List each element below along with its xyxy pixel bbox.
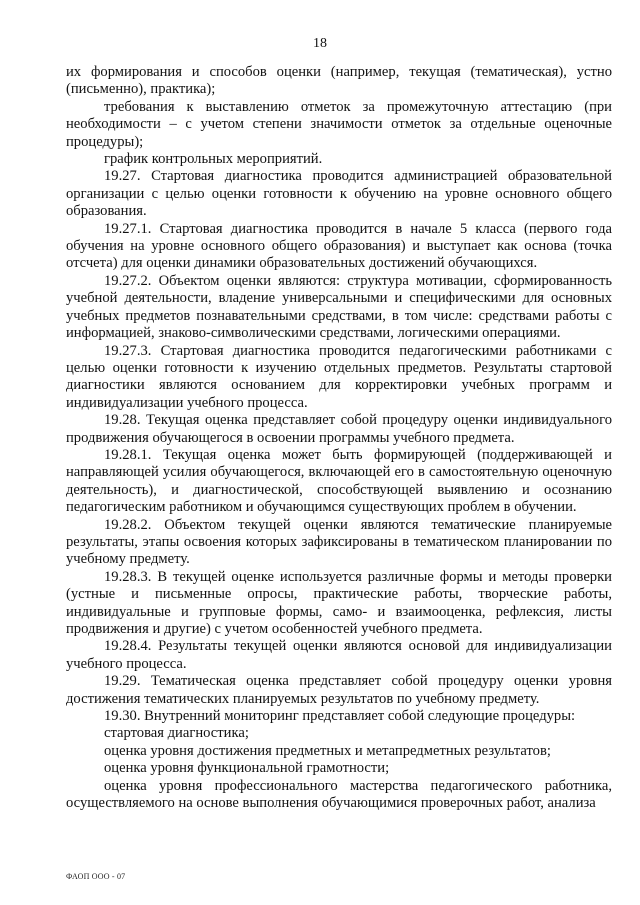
paragraph-2: требования к выставлению отметок за промежуточную аттестацию (при необходимости – с учетом степени значимости отметок за отдельные оценочные процедуры); [66,98,612,150]
paragraph-10: 19.28.2. Объектом текущей оценки являются тематические планируемые результаты, этапы освоения которых зафиксированы в тематическом планировании по учебному предмету. [66,516,612,568]
paragraph-1: их формирования и способов оценки (например, текущая (тематическая), устно (письменно), практика); [66,64,612,98]
paragraph-9: 19.28.1. Текущая оценка может быть формирующей (поддерживающей и направляющей усилия обучающегося, включающей его в самостоятельную оценочную деятельность), и диагностической, способствующей выявлению и осознанию педагогическим работником и обучающимся существующих проблем в обучении. [66,446,612,516]
paragraph-13: 19.29. Тематическая оценка представляет собой процедуру оценки уровня достижения тематических планируемых результатов по учебному предмету. [66,673,612,707]
document-code-footer: ФАОП ООО - 07 [66,872,126,881]
paragraph-3: график контрольных мероприятий. [104,151,323,168]
page-number: 18 [313,36,327,51]
paragraph-17: оценка уровня функциональной грамотности; [104,760,390,777]
document-body [66,64,612,812]
paragraph-18: оценка уровня профессионального мастерства педагогического работника, осуществляемого на основе выполнения обучающимися проверочных работ, анализа [66,777,612,812]
paragraph-11: 19.28.3. В текущей оценке используется различные формы и методы проверки (устные и письменные опросы, практические работы, творческие работы, индивидуальные и групповые формы, само- и взаимооценка, рефлексия, листы продвижения и другие) с учетом особенностей учебного предмета. [66,568,612,637]
paragraph-14: 19.30. Внутренний мониторинг представляет собой следующие процедуры: [104,708,576,725]
paragraph-15: стартовая диагностика; [104,725,249,742]
paragraph-8: 19.28. Текущая оценка представляет собой процедуру оценки индивидуального продвижения обучающегося в освоении программы учебного предмета. [66,412,612,446]
paragraph-5: 19.27.1. Стартовая диагностика проводится в начале 5 класса (первого года обучения на уровне основного общего образования) и выступает как основа (точка отсчета) для оценки динамики образовательных достижений обучающихся. [66,220,612,272]
paragraph-12: 19.28.4. Результаты текущей оценки являются основой для индивидуализации учебного процесса. [66,638,612,672]
paragraph-4: 19.27. Стартовая диагностика проводится администрацией образовательной организации с целью оценки готовности к обучению на уровне основного общего образования. [66,168,612,220]
paragraph-7: 19.27.3. Стартовая диагностика проводится педагогическими работниками с целью оценки готовности к изучению отдельных предметов. Результаты стартовой диагностики являются основанием для корректировки учебных программ и индивидуализации учебного процесса. [66,342,612,411]
paragraph-6: 19.27.2. Объектом оценки являются: структура мотивации, сформированность учебной деятельности, владение универсальными и специфическими для основных учебных предметов познавательными средствами, в том числе: средствами работы с информацией, знаково-символическими средствами, логическими операциями. [66,272,612,342]
paragraph-16: оценка уровня достижения предметных и метапредметных результатов; [104,742,551,759]
